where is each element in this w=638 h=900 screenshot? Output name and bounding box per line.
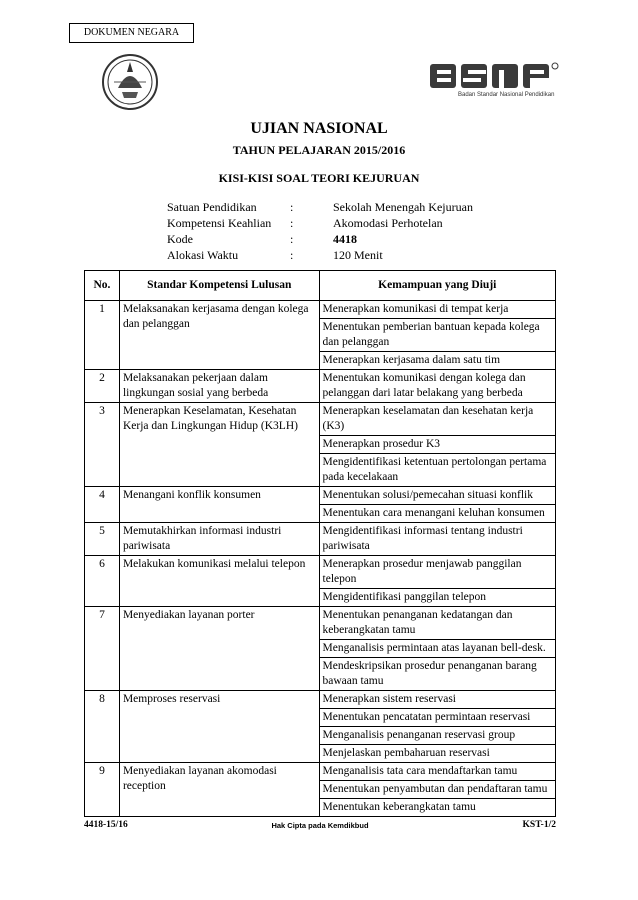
bsnp-logo [428, 60, 568, 106]
info-label: Kompetensi Keahlian [167, 216, 272, 230]
tested-ability: Mengidentifikasi ketentuan pertolongan pertama pada kecelakaan [319, 454, 555, 487]
tested-ability: Menerapkan komunikasi di tempat kerja [319, 301, 555, 319]
footer-page: KST-1/2 [522, 820, 556, 830]
info-label: Satuan Pendidikan [167, 200, 257, 214]
tested-ability: Menentukan komunikasi dengan kolega dan pelanggan dari latar belakang yang berbeda [319, 370, 555, 403]
tested-ability: Menganalisis permintaan atas layanan bell-desk. [319, 640, 555, 658]
row-number: 2 [85, 370, 120, 403]
table-row [85, 607, 556, 640]
info-value: 120 Menit [333, 248, 383, 262]
row-number: 9 [85, 763, 120, 817]
header-no: No. [85, 271, 120, 301]
tested-ability: Menerapkan keselamatan dan kesehatan kerja (K3) [319, 403, 555, 436]
document-subtitle: KISI-KISI SOAL TEORI KEJURUAN [218, 171, 420, 185]
table-row [85, 691, 556, 709]
competency-standard: Melaksanakan pekerjaan dalam lingkungan sosial yang berbeda [119, 370, 319, 403]
competency-table [84, 270, 556, 817]
competency-standard: Menerapkan Keselamatan, Kesehatan Kerja dan Lingkungan Hidup (K3LH) [119, 403, 319, 487]
info-value: Akomodasi Perhotelan [333, 216, 443, 230]
row-number: 7 [85, 607, 120, 691]
document-stamp: DOKUMEN NEGARA [69, 23, 194, 43]
header-kd: Kemampuan yang Diuji [319, 271, 555, 301]
row-number: 3 [85, 403, 120, 487]
info-label: Kode [167, 232, 193, 246]
competency-standard: Menyediakan layanan akomodasi reception [119, 763, 319, 817]
tested-ability: Menjelaskan pembaharuan reservasi [319, 745, 555, 763]
footer-copyright: Hak Cipta pada Kemdikbud [271, 821, 369, 830]
table-row [85, 301, 556, 319]
tested-ability: Menerapkan sistem reservasi [319, 691, 555, 709]
exam-year: TAHUN PELAJARAN 2015/2016 [232, 143, 406, 157]
footer-code: 4418-15/16 [84, 820, 128, 830]
tested-ability: Menentukan penanganan kedatangan dan keberangkatan tamu [319, 607, 555, 640]
info-label: Alokasi Waktu [167, 248, 239, 262]
info-value: Sekolah Menengah Kejuruan [333, 200, 473, 214]
table-row [85, 556, 556, 589]
row-number: 5 [85, 523, 120, 556]
tested-ability: Menerapkan kerjasama dalam satu tim [319, 352, 555, 370]
tested-ability: Mendeskripsikan prosedur penanganan barang bawaan tamu [319, 658, 555, 691]
tested-ability: Menentukan pencatatan permintaan reservasi [319, 709, 555, 727]
tested-ability: Menganalisis penanganan reservasi group [319, 727, 555, 745]
table-row [85, 763, 556, 781]
table-row [85, 523, 556, 556]
info-colon: : [290, 200, 294, 214]
tested-ability: Menentukan penyambutan dan pendaftaran tamu [319, 781, 555, 799]
tested-ability: Menganalisis tata cara mendaftarkan tamu [319, 763, 555, 781]
info-colon: : [290, 248, 294, 262]
competency-standard: Memproses reservasi [119, 691, 319, 763]
header-skl: Standar Kompetensi Lulusan [119, 271, 319, 301]
row-number: 1 [85, 301, 120, 370]
competency-standard: Memutakhirkan informasi industri pariwisata [119, 523, 319, 556]
page-footer [84, 820, 556, 835]
competency-standard: Melakukan komunikasi melalui telepon [119, 556, 319, 607]
row-number: 6 [85, 556, 120, 607]
competency-standard: Menyediakan layanan porter [119, 607, 319, 691]
table-body [85, 301, 556, 817]
tested-ability: Menentukan solusi/pemecahan situasi konflik [319, 487, 555, 505]
bsnp-subtitle: Badan Standar Nasional Pendidikan [458, 92, 555, 98]
competency-standard: Menangani konflik konsumen [119, 487, 319, 523]
competency-standard: Melaksanakan kerjasama dengan kolega dan pelanggan [119, 301, 319, 370]
table-row [85, 403, 556, 436]
info-colon: : [290, 216, 294, 230]
tested-ability: Menentukan pemberian bantuan kepada kolega dan pelanggan [319, 319, 555, 352]
tested-ability: Menerapkan prosedur menjawab panggilan telepon [319, 556, 555, 589]
info-colon: : [290, 232, 294, 246]
bsnp-wordmark [428, 60, 568, 92]
exam-title: UJIAN NASIONAL [250, 120, 388, 137]
tested-ability: Mengidentifikasi panggilan telepon [319, 589, 555, 607]
info-value-code: 4418 [333, 232, 357, 246]
table-row [85, 487, 556, 505]
tested-ability: Menentukan keberangkatan tamu [319, 799, 555, 817]
tested-ability: Menerapkan prosedur K3 [319, 436, 555, 454]
tested-ability: Mengidentifikasi informasi tentang industri pariwisata [319, 523, 555, 556]
row-number: 8 [85, 691, 120, 763]
tut-wuri-handayani-logo [100, 52, 160, 112]
table-row [85, 370, 556, 403]
tested-ability: Menentukan cara menangani keluhan konsumen [319, 505, 555, 523]
row-number: 4 [85, 487, 120, 523]
table-header-row [85, 271, 556, 301]
